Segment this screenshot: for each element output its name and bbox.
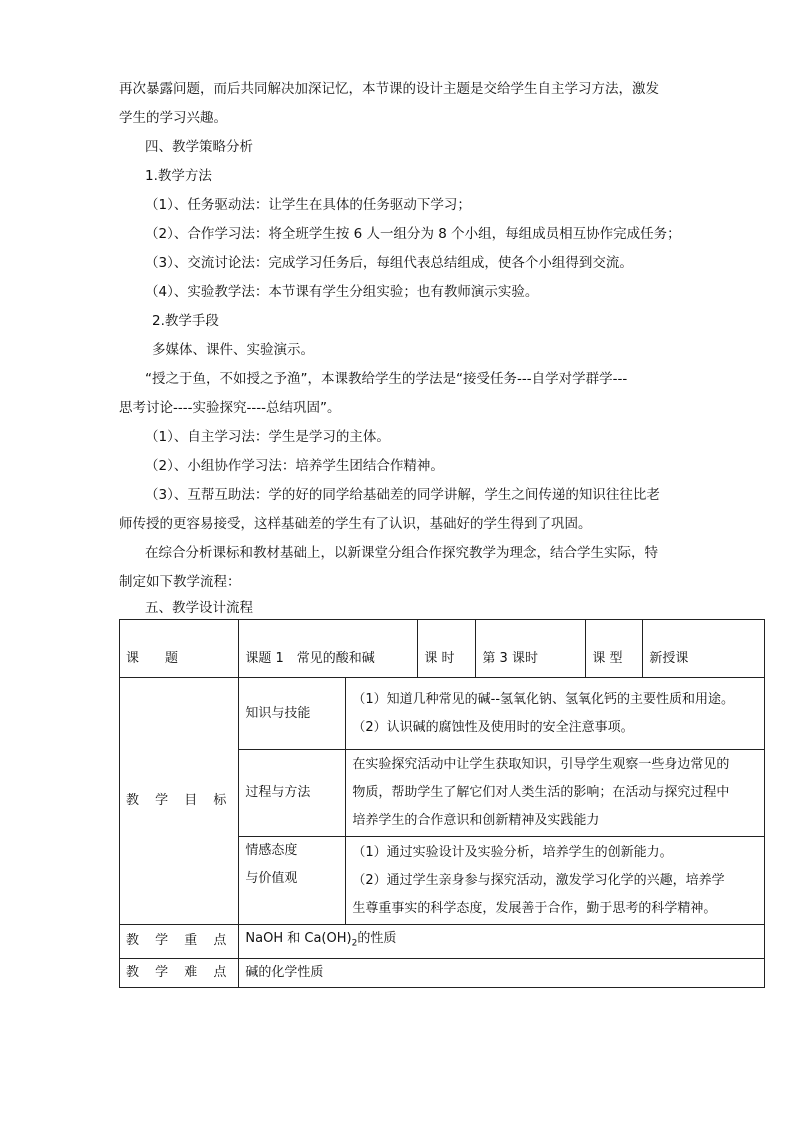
attitude-content (346, 837, 765, 925)
process-content (346, 750, 765, 837)
method-item: （2）、合作学习法：将全班学生按 6 人一组分为 8 个小组，每组成员相互协作完成任务； (145, 226, 681, 242)
key-point-value (239, 925, 765, 959)
process-label: 过程与方法 (239, 750, 346, 837)
paragraph-line: 多媒体、课件、实验演示。 (152, 342, 314, 358)
knowledge-line: （1）知道几种常见的碱--氢氧化钠、氢氧化钙的主要性质和用途。 (352, 691, 735, 707)
period-label: 课 时 (418, 620, 476, 678)
topic-value: 课题 1 常见的酸和碱 (239, 620, 418, 678)
knowledge-line: （2）认识碱的腐蚀性及使用时的安全注意事项。 (352, 719, 634, 735)
attitude-line: 生尊重事实的科学态度，发展善于合作，勤于思考的科学精神。 (352, 900, 717, 916)
paragraph-line: 再次暴露问题，而后共同解决加深记忆，本节课的设计主题是交给学生自主学习方法，激发 (119, 81, 659, 97)
attitude-label (239, 837, 346, 925)
method-item: （4）、实验教学法：本节课有学生分组实验；也有教师演示实验。 (145, 284, 539, 300)
key-point-label: 教 学 重 点 (120, 925, 239, 959)
topic-label: 课 题 (120, 620, 239, 678)
period-value: 第 3 课时 (476, 620, 586, 678)
method-item: （3）、交流讨论法：完成学习任务后，每组代表总结组成，使各个小组得到交流。 (145, 255, 633, 271)
study-item: （1）、自主学习法：学生是学习的主体。 (145, 429, 390, 445)
paragraph-line: 思考讨论----实验探究----总结巩固”。 (119, 400, 341, 416)
type-value: 新授课 (643, 620, 765, 678)
attitude-label-line: 情感态度 (245, 843, 298, 858)
subsection-heading: 2.教学手段 (152, 313, 219, 329)
paragraph-line: 师传授的更容易接受，这样基础差的学生有了认识，基础好的学生得到了巩固。 (119, 516, 592, 532)
table-header-row (120, 620, 765, 678)
paragraph-line: 制定如下教学流程： (119, 574, 241, 590)
process-line: 在实验探究活动中让学生获取知识，引导学生观察一些身边常见的 (352, 757, 730, 772)
attitude-label-line: 与价值观 (245, 871, 298, 886)
goals-label: 教 学 目 标 (120, 678, 239, 925)
paragraph-line: 学生的学习兴趣。 (119, 110, 227, 126)
subsection-heading: 1.教学方法 (145, 168, 212, 184)
attitude-line: （2）通过学生亲身参与探究活动，激发学习化学的兴趣，培养学 (352, 872, 725, 888)
lesson-plan-table (119, 619, 765, 988)
type-label: 课 型 (586, 620, 643, 678)
knowledge-content (346, 678, 765, 750)
table-row (120, 958, 765, 987)
paragraph-line: 在综合分析课标和教材基础上，以新课堂分组合作探究教学为理念，结合学生实际，特 (145, 545, 658, 561)
difficulty-label: 教 学 难 点 (120, 958, 239, 987)
study-item: （3）、互帮互助法：学的好的同学给基础差的同学讲解，学生之间传递的知识往往比老 (145, 487, 660, 503)
subscript: 2 (351, 938, 358, 949)
knowledge-label: 知识与技能 (239, 678, 346, 750)
process-line: 物质，帮助学生了解它们对人类生活的影响；在活动与探究过程中 (352, 785, 730, 800)
key-point-text: NaOH 和 Ca(OH) (245, 931, 352, 946)
process-line: 培养学生的合作意识和创新精神及实践能力 (352, 813, 600, 828)
table-row (120, 925, 765, 959)
difficulty-value: 碱的化学性质 (239, 958, 765, 987)
method-item: （1）、任务驱动法：让学生在具体的任务驱动下学习； (145, 197, 471, 213)
key-point-text: 的性质 (357, 931, 397, 946)
section-heading: 五、教学设计流程 (145, 600, 253, 616)
table-row (120, 678, 765, 750)
section-heading: 四、教学策略分析 (145, 139, 253, 155)
paragraph-line: “授之于鱼，不如授之予渔”，本课教给学生的学法是“接受任务---自学对学群学--- (145, 371, 628, 387)
attitude-line: （1）通过实验设计及实验分析，培养学生的创新能力。 (352, 844, 673, 860)
study-item: （2）、小组协作学习法：培养学生团结合作精神。 (145, 458, 444, 474)
